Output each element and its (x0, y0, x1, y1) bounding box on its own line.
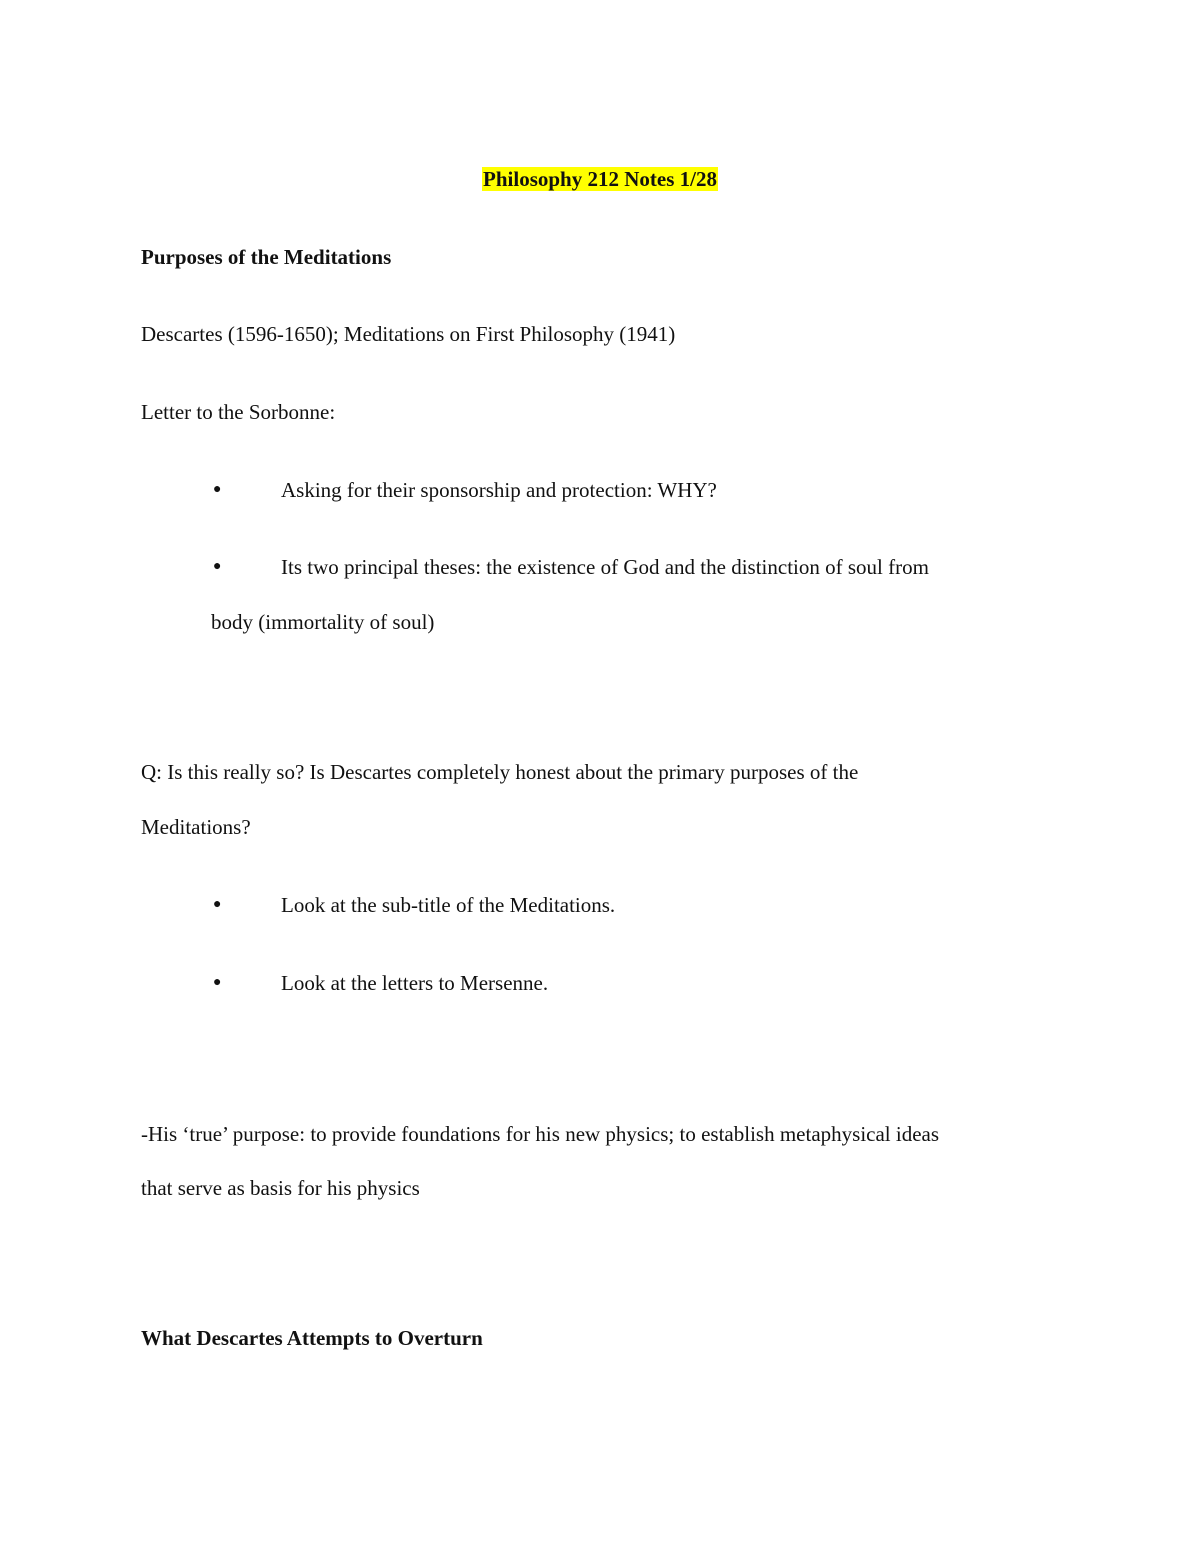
paragraph-descartes: Descartes (1596-1650); Meditations on First Philosophy (1941) (141, 322, 676, 346)
bullet-item-theses-continuation: body (immortality of soul) (211, 610, 435, 634)
bullet-icon: ● (213, 975, 222, 990)
question-line-2: Meditations? (141, 815, 251, 839)
bullet-item-mersenne: Look at the letters to Mersenne. (281, 971, 549, 995)
paragraph-letter: Letter to the Sorbonne: (141, 400, 336, 424)
bullet-item-subtitle: Look at the sub-title of the Meditations. (281, 893, 616, 917)
bullet-item-sponsorship: Asking for their sponsorship and protection: WHY? (281, 478, 717, 502)
purpose-line-2: that serve as basis for his physics (141, 1176, 420, 1200)
page-title (0, 165, 1200, 193)
bullet-icon: ● (213, 897, 222, 912)
purpose-line-1: -His ‘true’ purpose: to provide foundations for his new physics; to establish metaphysical ideas (141, 1122, 940, 1146)
bullet-icon: ● (213, 559, 222, 574)
section-heading-purposes: Purposes of the Meditations (141, 245, 392, 269)
question-line-1: Q: Is this really so? Is Descartes completely honest about the primary purposes of the (141, 760, 859, 784)
highlighted-title-text: Philosophy 212 Notes 1/28 (483, 167, 717, 191)
bullet-icon: ● (213, 482, 222, 497)
bullet-item-theses: Its two principal theses: the existence of God and the distinction of soul from (281, 555, 929, 579)
section-heading-overturn: What Descartes Attempts to Overturn (141, 1326, 483, 1350)
